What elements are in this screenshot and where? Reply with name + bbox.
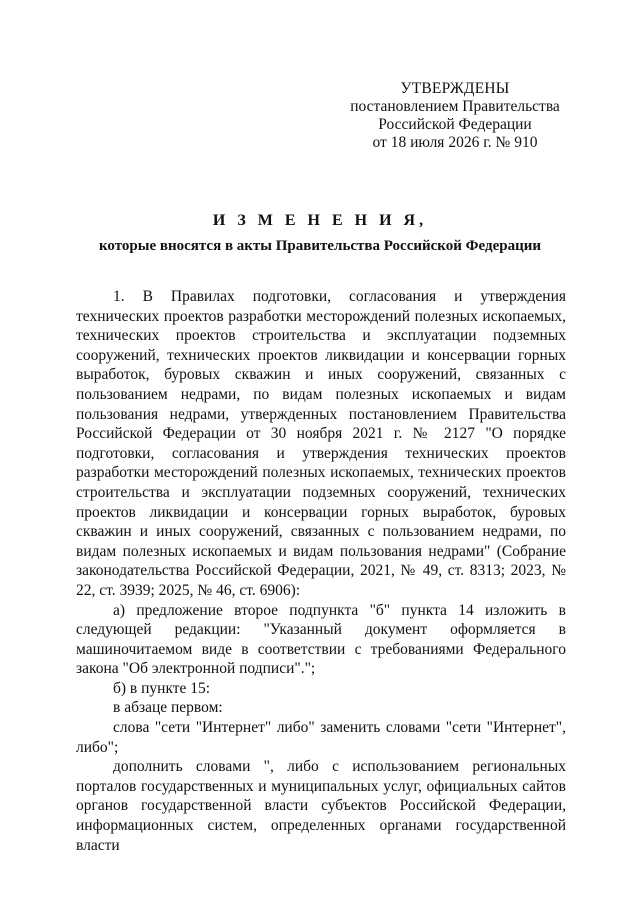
paragraph: а) предложение второе подпункта "б" пункта 14 изложить в следующей редакции: "Указанный документ оформляется в машиночитаемом виде в соответствии с требованиями Федерального закона "Об электронной подписи"."; (76, 601, 566, 678)
approval-stamp (330, 80, 580, 152)
approval-line: постановлением Правительства (350, 98, 560, 115)
document-body (76, 287, 566, 855)
paragraph: б) в пункте 15: (113, 679, 211, 697)
approval-heading: УТВЕРЖДЕНЫ (400, 80, 510, 97)
document-subtitle: которые вносятся в акты Правительства Российской Федерации (98, 238, 542, 254)
paragraph: слова "сети "Интернет" либо" заменить словами "сети "Интернет", либо"; (76, 719, 566, 756)
paragraph: дополнить словами ", либо с использованием региональных порталов государственных и муниципальных услуг, официальных сайтов органов государственной власти субъектов Российской Федерации, информационных систем, определенных органами государственной власти (76, 758, 566, 854)
document-title: И З М Е Н Е Н И Я, (212, 212, 428, 229)
approval-date-line: от 18 июля 2026 г. № 910 (372, 134, 538, 151)
paragraph: 1. В Правилах подготовки, согласования и утверждения технических проектов разработки месторождений полезных ископаемых, технических проектов строительства и эксплуатации подземных сооружений, технических проектов ликвидации и консервации горных выработок, буровых скважин и иных сооружений, связанных с пользованием недрами, по видам полезных ископаемых и видам пользования недрами, утвержденных постановлением Правительства Российской Федерации от 30 ноября 2021 г. № 2127 "О порядке подготовки, согласования и утверждения технических проектов разработки месторождений полезных ископаемых, технических проектов строительства и эксплуатации подземных сооружений, технических проектов ликвидации и консервации горных выработок, буровых скважин и иных сооружений, связанных с пользованием недрами, по видам полезных ископаемых и видам пользования недрами" (Собрание законодательства Российской Федерации, 2021, № 49, ст. 8313; 2023, № 22, ст. 3939; 2025, № 46, ст. 6906): (76, 288, 566, 599)
approval-line: Российской Федерации (378, 116, 532, 133)
paragraph: в абзаце первом: (113, 699, 223, 717)
